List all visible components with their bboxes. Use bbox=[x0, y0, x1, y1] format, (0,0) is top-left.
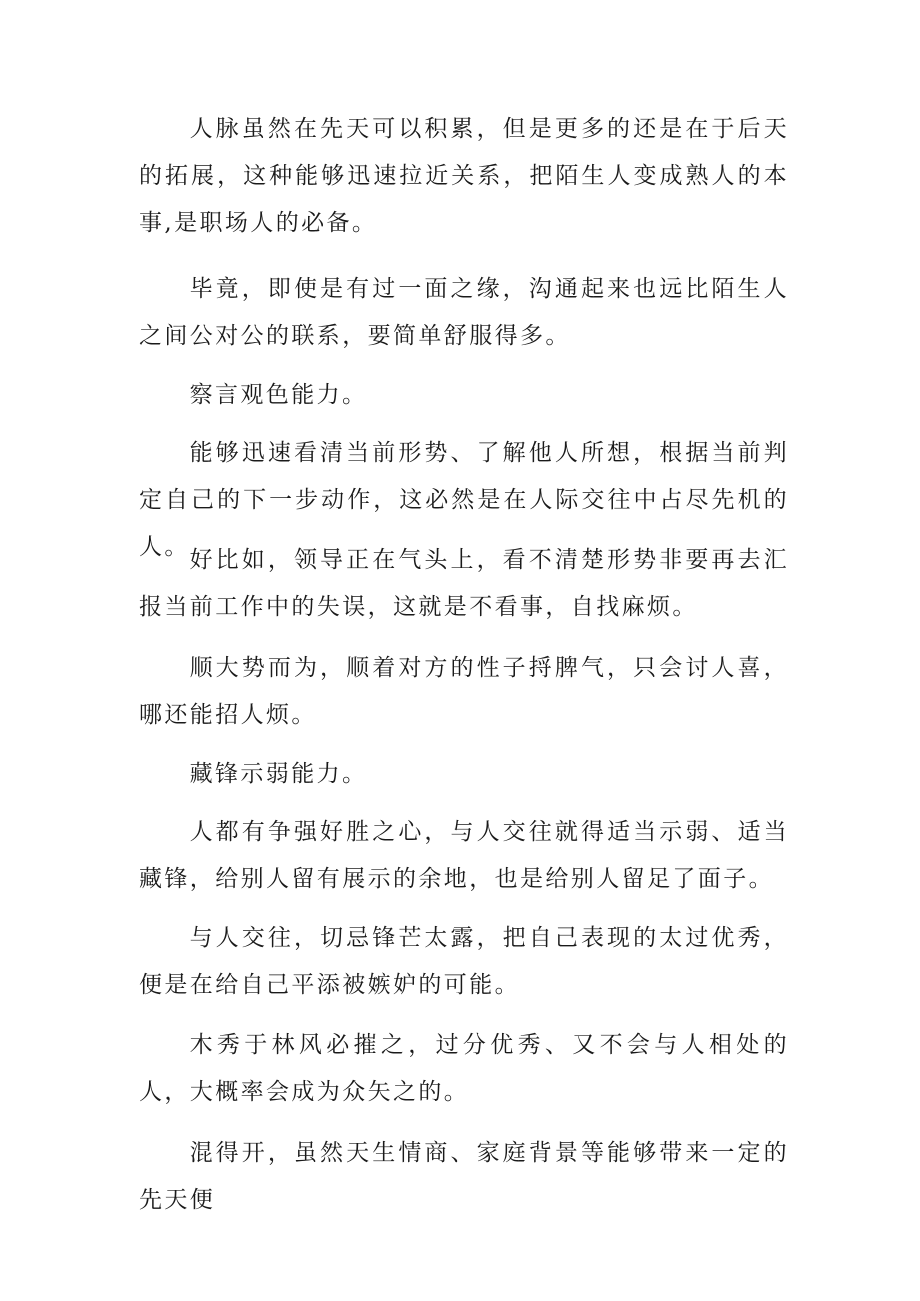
paragraph-9: 与人交往，切忌锋芒太露，把自己表现的太过优秀，便是在给自己平添被嫉妒的可能。 bbox=[139, 925, 789, 998]
paragraph-8: 人都有争强好胜之心，与人交往就得适当示弱、适当藏锋，给别人留有展示的余地，也是给别人留足了面子。 bbox=[139, 819, 789, 892]
paragraph-1: 人脉虽然在先天可以积累，但是更多的还是在于后天的拓展，这种能够迅速拉近关系，把陌生人变成熟人的本事,是职场人的必备。 bbox=[139, 116, 789, 236]
paragraph-11: 混得开，虽然天生情商、家庭背景等能够带来一定的先天便 bbox=[139, 1140, 789, 1213]
paragraph-2: 毕竟，即使是有过一面之缘，沟通起来也远比陌生人之间公对公的联系，要简单舒服得多。 bbox=[139, 276, 789, 349]
paragraph-6: 顺大势而为，顺着对方的性子捋脾气，只会讨人喜，哪还能招人烦。 bbox=[139, 655, 789, 728]
paragraph-3: 察言观色能力。 bbox=[189, 382, 368, 408]
paragraph-7: 藏锋示弱能力。 bbox=[189, 761, 368, 787]
paragraph-4: 能够迅速看清当前形势、了解他人所想，根据当前判定自己的下一步动作，这必然是在人际交往中占尽先机的人。 bbox=[139, 440, 789, 560]
paragraph-10: 木秀于林风必摧之，过分优秀、又不会与人相处的人，大概率会成为众矢之的。 bbox=[139, 1032, 789, 1105]
paragraph-5: 好比如，领导正在气头上，看不清楚形势非要再去汇报当前工作中的失误，这就是不看事，自找麻烦。 bbox=[139, 547, 789, 620]
